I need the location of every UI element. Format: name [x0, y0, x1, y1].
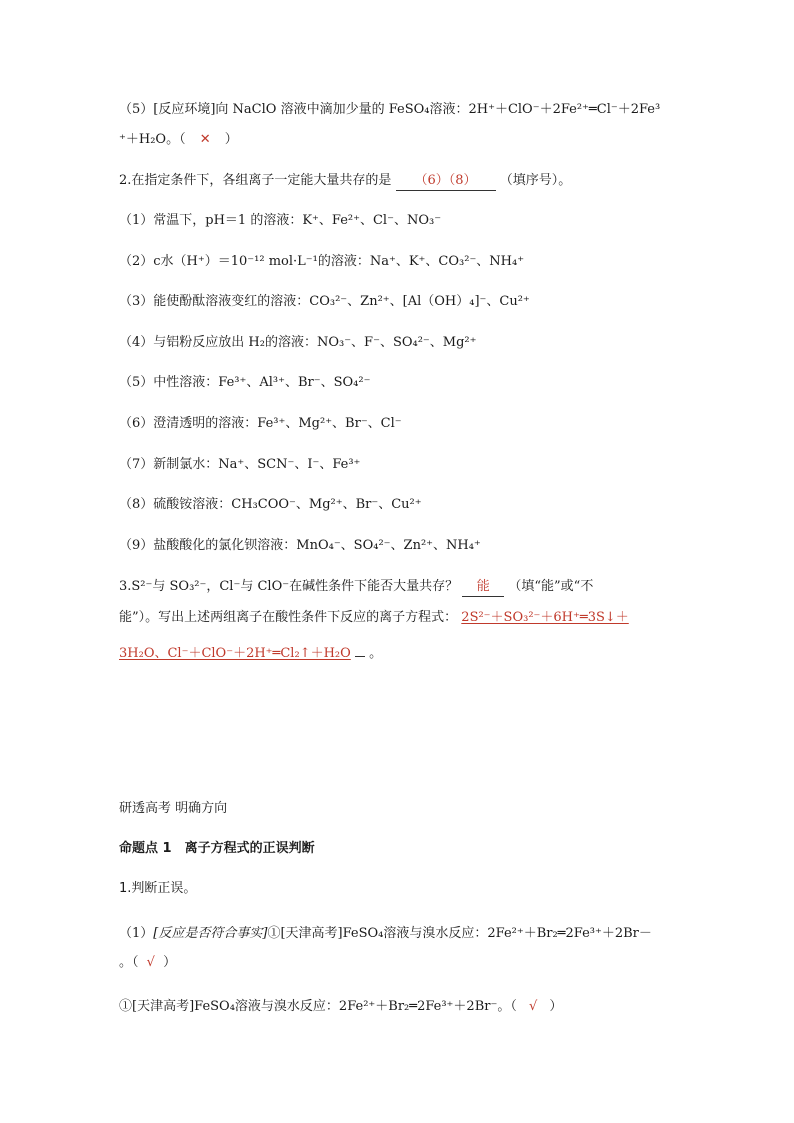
item-number: （1）: [119, 926, 154, 941]
q2-item-3: [119, 293, 530, 311]
q2-stem-text: 2.在指定条件下，各组离子一定能大量共存的是: [119, 173, 392, 188]
q2-item-4: [119, 334, 477, 352]
q2-item-2: [119, 253, 524, 271]
check-mark-icon: √: [528, 999, 538, 1014]
q3-text-cont: 能”）。写出上述两组离子在酸性条件下反应的离子方程式：: [119, 610, 458, 625]
q3-answer-equation-1: 2S²⁻＋SO₃²⁻＋6H⁺═3S↓＋: [461, 610, 629, 625]
q5-text-cont: ⁺＋H₂O。（: [119, 132, 186, 147]
judge-item-1-line1: [119, 925, 652, 943]
q2-item-9: [119, 537, 481, 555]
point-heading-text: 命题点 1 离子方程式的正误判断: [119, 841, 315, 856]
item-text: （6）澄清透明的溶液：Fe³⁺、Mg²⁺、Br⁻、Cl⁻: [119, 416, 402, 431]
item-text: （7）新制氯水：Na⁺、SCN⁻、I⁻、Fe³⁺: [119, 457, 361, 472]
q2-stem-suffix: （填序号）。: [499, 173, 572, 188]
wrong-mark-icon: ✕: [199, 132, 211, 147]
q5-paren-close: ）: [224, 132, 238, 147]
q5-line2: [119, 131, 238, 149]
item-text: （2）c水（H⁺）＝10⁻¹² mol·L⁻¹的溶液：Na⁺、K⁺、CO₃²⁻、NH₄⁺: [119, 254, 525, 269]
q2-item-6: [119, 415, 402, 433]
q3-period: 。: [369, 646, 383, 661]
item-text: ①[天津高考]FeSO₄溶液与溴水反应：2Fe²⁺＋Br₂═2Fe³⁺＋2Br－: [267, 926, 652, 941]
judge-item-1-line2: [119, 954, 176, 972]
q3-line3: [119, 645, 382, 663]
q2-item-7: [119, 456, 360, 474]
item-text: （4）与铝粉反应放出 H₂的溶液：NO₃⁻、F⁻、SO₄²⁻、Mg²⁺: [119, 335, 477, 350]
item-text: （8）硫酸铵溶液：CH₃COO⁻、Mg²⁺、Br⁻、Cu²⁺: [119, 497, 422, 512]
check-mark-icon: √: [146, 955, 155, 970]
item-text-cont: 。（: [119, 955, 139, 970]
q3-text-suffix: （填“能”或“不: [508, 579, 594, 594]
section-title-text: 研透高考 明确方向: [119, 801, 228, 816]
q3-line2: [119, 609, 629, 627]
q2-item-8: [119, 496, 422, 514]
item-paren-close: ）: [549, 999, 563, 1014]
q2-item-5: [119, 374, 370, 392]
item-text: ①[天津高考]FeSO₄溶液与溴水反应：2Fe²⁺＋Br₂═2Fe³⁺＋2Br⁻。（: [119, 999, 517, 1014]
q2-stem: [119, 172, 571, 191]
item-tag: [反应是否符合事实]: [153, 926, 268, 941]
item-text: （1）常温下，pH＝1 的溶液：K⁺、Fe²⁺、Cl⁻、NO₃⁻: [119, 213, 442, 228]
item-paren-close: ）: [163, 955, 177, 970]
item-text: （9）盐酸酸化的氯化钡溶液：MnO₄⁻、SO₄²⁻、Zn²⁺、NH₄⁺: [119, 538, 481, 553]
section-title: [119, 800, 227, 818]
item-text: （5）中性溶液：Fe³⁺、Al³⁺、Br⁻、SO₄²⁻: [119, 375, 371, 390]
judge-item-2: [119, 998, 562, 1016]
q3-answer-equation-2: 3H₂O、Cl⁻＋ClO⁻＋2H⁺═Cl₂↑＋H₂O: [119, 646, 351, 661]
q3-line1: [119, 578, 593, 597]
q3-answer-blank-1: 能: [462, 578, 504, 597]
q2-item-1: [119, 212, 441, 230]
q5-line1: [119, 101, 660, 119]
q3-text: 3.S²⁻与 SO₃²⁻，Cl⁻与 ClO⁻在碱性条件下能否大量共存？: [119, 579, 459, 594]
point-heading: [119, 840, 315, 858]
q2-answer-blank: （6）（8）: [396, 172, 496, 191]
item-text: （3）能使酚酞溶液变红的溶液：CO₃²⁻、Zn²⁺、[Al（OH）₄]⁻、Cu²⁺: [119, 294, 530, 309]
judge-stem: [119, 880, 196, 898]
judge-stem-text: 1.判断正误。: [119, 881, 197, 896]
q5-text: （5）[反应环境]向 NaClO 溶液中滴加少量的 FeSO₄溶液：2H⁺＋ClO⁻＋2Fe²⁺═Cl⁻＋2Fe³: [119, 102, 661, 117]
